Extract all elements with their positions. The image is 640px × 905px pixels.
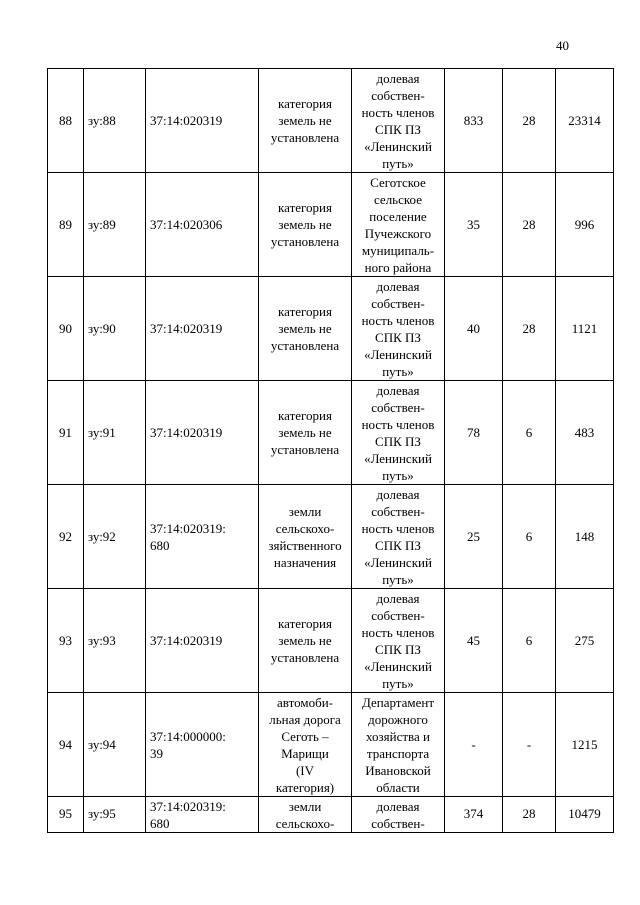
land-category-line: сельскохо- <box>275 816 335 831</box>
plot-code-line: зу:93 <box>88 633 116 648</box>
owner-line: долевая <box>376 278 420 294</box>
owner-line: долевая <box>376 799 420 814</box>
row-number-line: 93 <box>59 633 72 648</box>
cadastral-number-cell <box>146 485 259 589</box>
land-category-line: категория <box>278 96 332 111</box>
land-category-line: категория <box>278 200 332 215</box>
owner-line: долевая <box>376 486 420 502</box>
owner-cell <box>352 485 445 589</box>
land-category-line: земель не <box>278 217 332 232</box>
owner-cell <box>352 589 445 693</box>
land-plots-table <box>47 68 614 833</box>
table-row <box>48 381 614 485</box>
owner-cell <box>352 381 445 485</box>
value-a-cell <box>445 173 503 277</box>
owner-line: муниципаль- <box>361 242 435 258</box>
table-row <box>48 797 614 833</box>
value-b-line: 28 <box>522 321 536 336</box>
owner-line: путь» <box>382 363 414 379</box>
land-category-cell <box>259 381 352 485</box>
cadastral-number-line: 37:14:020319 <box>150 633 223 648</box>
value-b-line: 28 <box>522 113 536 128</box>
value-b-line: 6 <box>525 633 533 648</box>
land-category-line: категория <box>278 616 332 631</box>
value-c-line: 996 <box>574 217 595 232</box>
owner-line: СПК ПЗ <box>375 121 421 137</box>
owner-line: ность членов <box>361 416 435 432</box>
land-category-line: Марищи <box>281 745 329 761</box>
value-b-cell <box>503 69 556 173</box>
plot-code-cell <box>84 277 146 381</box>
owner-line: путь» <box>382 675 414 691</box>
owner-line: транспорта <box>366 745 430 761</box>
cadastral-number-line: 39 <box>150 745 163 761</box>
owner-line: долевая <box>376 382 420 398</box>
owner-line: ность членов <box>361 104 435 120</box>
owner-line: ность членов <box>361 624 435 640</box>
owner-line: сельское <box>374 191 422 207</box>
land-category-cell <box>259 69 352 173</box>
plot-code-cell <box>84 381 146 485</box>
owner-line: долевая <box>376 590 420 606</box>
value-a-cell <box>445 277 503 381</box>
land-category-cell <box>259 693 352 797</box>
value-c-cell <box>556 381 614 485</box>
cadastral-number-line: 37:14:020319 <box>150 425 223 440</box>
row-number-cell <box>48 277 84 381</box>
table-row <box>48 277 614 381</box>
plot-code-line: зу:91 <box>88 425 116 440</box>
land-category-line: зяйственного <box>268 537 342 553</box>
cadastral-number-line: 680 <box>150 537 170 553</box>
value-a-cell <box>445 69 503 173</box>
value-a-cell <box>445 381 503 485</box>
owner-cell <box>352 277 445 381</box>
plot-code-line: зу:90 <box>88 321 116 336</box>
owner-line: хозяйства и <box>366 728 430 744</box>
owner-line: долевая <box>376 70 420 86</box>
table-row <box>48 69 614 173</box>
row-number-cell <box>48 797 84 833</box>
owner-line: поселение <box>369 208 427 224</box>
owner-line: собствен- <box>371 816 425 831</box>
owner-line: путь» <box>382 155 414 171</box>
value-a-line: 40 <box>467 321 480 336</box>
land-category-line: льная дорога <box>269 711 341 727</box>
plot-code-line: зу:95 <box>88 806 116 821</box>
value-b-cell <box>503 589 556 693</box>
value-a-line: - <box>471 737 476 752</box>
owner-line: собствен- <box>371 87 425 103</box>
owner-cell <box>352 693 445 797</box>
value-c-cell <box>556 173 614 277</box>
plot-code-cell <box>84 693 146 797</box>
row-number-cell <box>48 69 84 173</box>
cadastral-number-cell <box>146 381 259 485</box>
value-a-cell <box>445 589 503 693</box>
value-b-cell <box>503 173 556 277</box>
owner-line: Департамент <box>361 694 435 710</box>
land-category-line: (IV <box>295 762 315 778</box>
land-category-cell <box>259 173 352 277</box>
table-row <box>48 485 614 589</box>
value-c-line: 483 <box>574 425 595 440</box>
land-category-line: земли <box>288 503 322 519</box>
land-category-line: земель не <box>278 321 332 336</box>
cadastral-number-cell <box>146 693 259 797</box>
land-category-line: земель не <box>278 425 332 440</box>
row-number-line: 91 <box>59 425 72 440</box>
cadastral-number-cell <box>146 797 259 833</box>
cadastral-number-line: 37:14:020319: <box>150 520 226 536</box>
cadastral-number-line: 37:14:020319: <box>150 799 226 814</box>
value-a-line: 45 <box>467 633 480 648</box>
row-number-line: 95 <box>59 806 72 821</box>
row-number-cell <box>48 589 84 693</box>
value-b-cell <box>503 693 556 797</box>
owner-line: собствен- <box>371 607 425 623</box>
owner-line: «Ленинский <box>364 658 432 674</box>
cadastral-number-line: 680 <box>150 816 170 831</box>
land-category-cell <box>259 485 352 589</box>
value-c-line: 10479 <box>568 806 601 821</box>
owner-line: ность членов <box>361 520 435 536</box>
cadastral-number-line: 37:14:020319 <box>150 113 223 128</box>
owner-line: собствен- <box>371 295 425 311</box>
owner-line: Сеготское <box>370 174 426 190</box>
value-a-cell <box>445 693 503 797</box>
land-category-line: земель не <box>278 113 332 128</box>
cadastral-number-cell <box>146 589 259 693</box>
plot-code-line: зу:94 <box>88 737 116 752</box>
plot-code-cell <box>84 797 146 833</box>
row-number-line: 89 <box>59 217 72 232</box>
owner-line: СПК ПЗ <box>375 537 421 553</box>
owner-line: путь» <box>382 467 414 483</box>
land-category-line: автомоби- <box>277 694 333 710</box>
value-a-line: 35 <box>467 217 480 232</box>
owner-line: путь» <box>382 571 414 587</box>
owner-line: «Ленинский <box>364 346 432 362</box>
row-number-line: 92 <box>59 529 72 544</box>
value-c-line: 1121 <box>571 321 598 336</box>
plot-code-cell <box>84 173 146 277</box>
land-category-line: земель не <box>278 633 332 648</box>
land-category-line: земли <box>288 799 322 814</box>
row-number-cell <box>48 381 84 485</box>
land-category-cell <box>259 589 352 693</box>
row-number-line: 88 <box>59 113 72 128</box>
value-a-line: 25 <box>467 529 480 544</box>
page-number: 40 <box>556 38 569 53</box>
owner-line: собствен- <box>371 399 425 415</box>
land-category-line: Сеготь – <box>281 728 329 744</box>
owner-line: собствен- <box>371 503 425 519</box>
value-a-line: 833 <box>463 113 484 128</box>
row-number-line: 90 <box>59 321 72 336</box>
table-row <box>48 693 614 797</box>
owner-line: ного района <box>364 259 432 275</box>
value-a-line: 78 <box>467 425 480 440</box>
value-c-cell <box>556 485 614 589</box>
value-a-cell <box>445 485 503 589</box>
land-category-line: установлена <box>270 130 340 145</box>
land-category-line: категория <box>278 408 332 423</box>
row-number-line: 94 <box>59 737 72 752</box>
land-category-line: установлена <box>270 338 340 353</box>
value-b-line: 6 <box>525 529 533 544</box>
owner-line: ность членов <box>361 312 435 328</box>
plot-code-cell <box>84 485 146 589</box>
plot-code-line: зу:92 <box>88 529 116 544</box>
owner-cell <box>352 69 445 173</box>
value-b-cell <box>503 797 556 833</box>
owner-line: Ивановской <box>365 762 431 778</box>
cadastral-number-cell <box>146 277 259 381</box>
row-number-cell <box>48 485 84 589</box>
owner-cell <box>352 797 445 833</box>
owner-line: дорожного <box>368 711 428 727</box>
value-b-line: 28 <box>522 217 536 232</box>
cadastral-number-line: 37:14:020319 <box>150 321 223 336</box>
owner-line: СПК ПЗ <box>375 329 421 345</box>
value-b-line: 6 <box>525 425 533 440</box>
table-body <box>48 69 614 833</box>
land-category-line: категория <box>278 304 332 319</box>
owner-line: «Ленинский <box>364 554 432 570</box>
cadastral-number-line: 37:14:000000: <box>150 728 226 744</box>
value-b-cell <box>503 381 556 485</box>
value-c-cell <box>556 589 614 693</box>
owner-line: области <box>376 779 420 795</box>
owner-line: СПК ПЗ <box>375 641 421 657</box>
land-category-line: установлена <box>270 650 340 665</box>
value-b-cell <box>503 277 556 381</box>
row-number-cell <box>48 693 84 797</box>
value-a-line: 374 <box>463 806 484 821</box>
value-b-line: 28 <box>522 806 536 821</box>
land-category-line: сельскохо- <box>275 520 335 536</box>
plot-code-line: зу:89 <box>88 217 116 232</box>
land-category-cell <box>259 277 352 381</box>
plot-code-cell <box>84 589 146 693</box>
value-b-cell <box>503 485 556 589</box>
land-category-line: категория) <box>275 779 335 795</box>
value-c-line: 1215 <box>571 737 598 752</box>
value-c-line: 148 <box>574 529 595 544</box>
value-c-cell <box>556 797 614 833</box>
value-c-line: 275 <box>574 633 595 648</box>
value-c-cell <box>556 277 614 381</box>
owner-line: СПК ПЗ <box>375 433 421 449</box>
value-c-cell <box>556 693 614 797</box>
plot-code-cell <box>84 69 146 173</box>
land-category-line: установлена <box>270 442 340 457</box>
owner-line: «Ленинский <box>364 450 432 466</box>
value-b-line: - <box>526 737 532 752</box>
value-c-cell <box>556 69 614 173</box>
owner-line: «Ленинский <box>364 138 432 154</box>
land-category-cell <box>259 797 352 833</box>
value-a-cell <box>445 797 503 833</box>
row-number-cell <box>48 173 84 277</box>
cadastral-number-cell <box>146 173 259 277</box>
owner-cell <box>352 173 445 277</box>
table-row <box>48 173 614 277</box>
cadastral-number-line: 37:14:020306 <box>150 217 223 232</box>
owner-line: Пучежского <box>364 225 432 241</box>
table-row <box>48 589 614 693</box>
plot-code-line: зу:88 <box>88 113 116 128</box>
cadastral-number-cell <box>146 69 259 173</box>
land-category-line: установлена <box>270 234 340 249</box>
land-category-line: назначения <box>273 554 337 570</box>
value-c-line: 23314 <box>568 113 601 128</box>
